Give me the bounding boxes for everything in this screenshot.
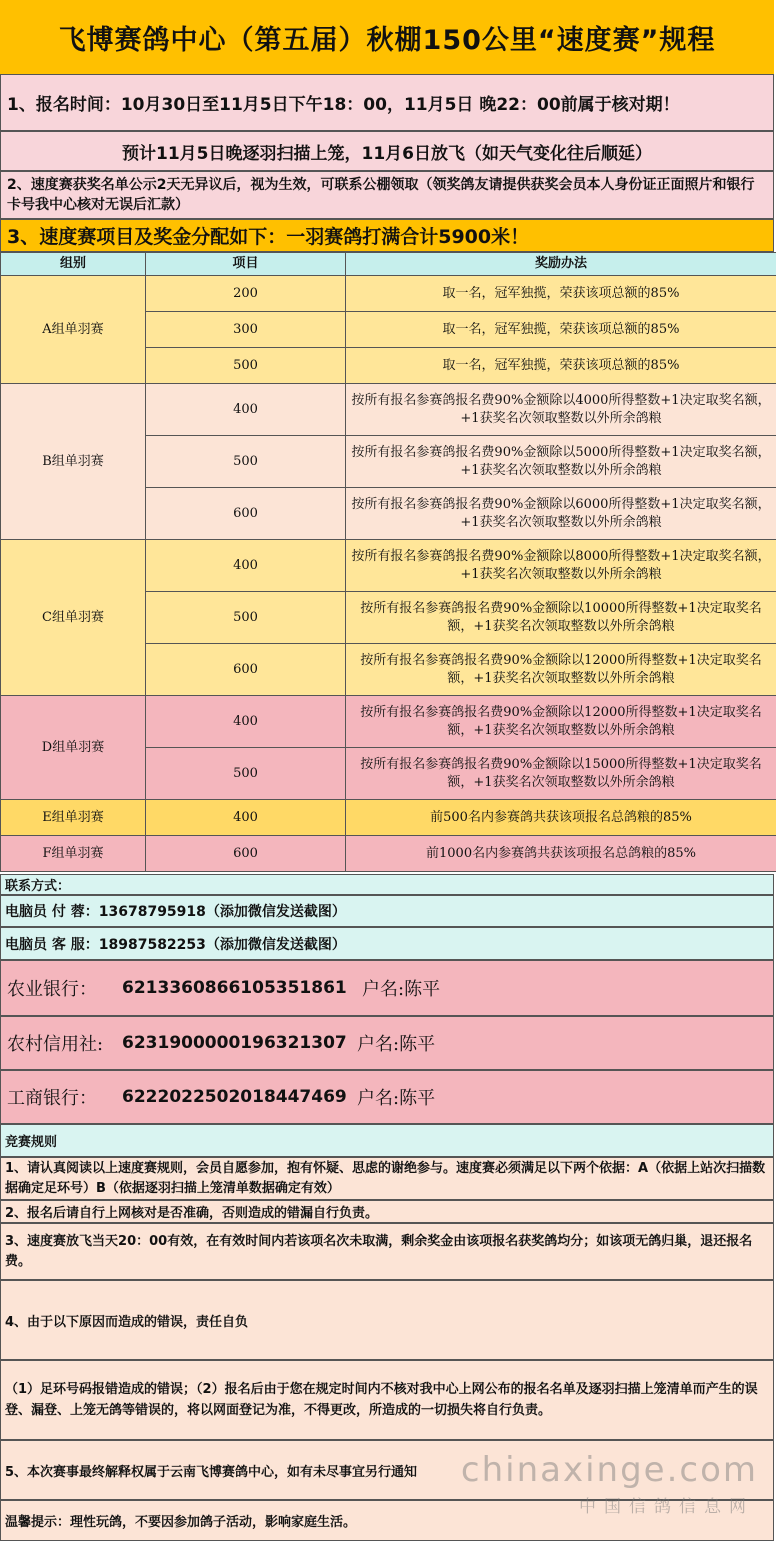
group-c-name: C组单羽赛 bbox=[1, 540, 146, 696]
table-row bbox=[1, 384, 776, 436]
schedule-notice: 预计11月5日晚逐羽扫描上笼，11月6日放飞（如天气变化往后顺延） bbox=[0, 131, 774, 171]
item-cell: 500 bbox=[146, 592, 346, 644]
item-cell: 200 bbox=[146, 276, 346, 312]
item-cell: 400 bbox=[146, 540, 346, 592]
table-row bbox=[1, 800, 776, 836]
group-e-name: E组单羽赛 bbox=[1, 800, 146, 836]
rule-cell: 按所有报名参赛鸽报名费90%金额除以12000所得整数+1决定取奖名额，+1获奖名次领取整数以外所余鸽粮 bbox=[346, 644, 776, 696]
rule-cell: 按所有报名参赛鸽报名费90%金额除以15000所得整数+1决定取奖名额，+1获奖名次领取整数以外所余鸽粮 bbox=[346, 748, 776, 800]
header-rule: 奖励办法 bbox=[346, 253, 776, 276]
rule-4-detail: （1）足环号码报错造成的错误；（2）报名后由于您在规定时间内不核对我中心上网公布的报名名单及逐羽扫描上笼清单而产生的误登、漏登、上笼无鸽等错误的，将以网面登记为准，不得更改，所造成的一切损失将自行负责。 bbox=[0, 1360, 774, 1440]
prize-table bbox=[0, 252, 776, 872]
bank-row bbox=[0, 1016, 774, 1070]
rule-cell: 按所有报名参赛鸽报名费90%金额除以5000所得整数+1决定取奖名额，+1获奖名次领取整数以外所余鸽粮 bbox=[346, 436, 776, 488]
contact-heading: 联系方式： bbox=[0, 874, 774, 895]
bank-account: 6213360866105351861 bbox=[122, 978, 347, 998]
header-item: 项目 bbox=[146, 253, 346, 276]
registration-time: 1、报名时间：10月30日至11月5日下午18：00，11月5日 晚22：00前属于核对期！ bbox=[0, 74, 774, 131]
account-holder: 户名:陈平 bbox=[357, 1088, 436, 1109]
header-group: 组别 bbox=[1, 253, 146, 276]
item-cell: 600 bbox=[146, 644, 346, 696]
rule-cell: 按所有报名参赛鸽报名费90%金额除以4000所得整数+1决定取奖名额，+1获奖名次领取整数以外所余鸽粮 bbox=[346, 384, 776, 436]
bank-row bbox=[0, 1070, 774, 1124]
table-row bbox=[1, 836, 776, 872]
rule-cell: 取一名，冠军独揽，荣获该项总额的85% bbox=[346, 276, 776, 312]
rule-cell: 前1000名内参赛鸽共获该项报名总鸽粮的85% bbox=[346, 836, 776, 872]
bank-account: 6222022502018447469 bbox=[122, 1087, 347, 1107]
rule-3: 3、速度赛放飞当天20：00有效，在有效时间内若该项名次未取满，剩余奖金由该项报名获奖鸽均分；如该项无鸽归巢，退还报名费。 bbox=[0, 1223, 774, 1280]
item-cell: 300 bbox=[146, 312, 346, 348]
item-cell: 500 bbox=[146, 436, 346, 488]
rule-cell: 按所有报名参赛鸽报名费90%金额除以12000所得整数+1决定取奖名额，+1获奖名次领取整数以外所余鸽粮 bbox=[346, 696, 776, 748]
item-cell: 400 bbox=[146, 800, 346, 836]
group-f-name: F组单羽赛 bbox=[1, 836, 146, 872]
item-cell: 400 bbox=[146, 384, 346, 436]
watermark-caption: 中国信鸽信息网 bbox=[579, 1497, 754, 1517]
table-row bbox=[1, 276, 776, 312]
table-header-row bbox=[1, 253, 776, 276]
rule-2: 2、报名后请自行上网核对是否准确，否则造成的错漏自行负责。 bbox=[0, 1200, 774, 1223]
contact-line-1: 电脑员 付 蓉：13678795918（添加微信发送截图） bbox=[0, 895, 774, 927]
account-holder: 户名:陈平 bbox=[362, 979, 441, 1000]
rule-cell: 按所有报名参赛鸽报名费90%金额除以6000所得整数+1决定取奖名额，+1获奖名次领取整数以外所余鸽粮 bbox=[346, 488, 776, 540]
item-cell: 500 bbox=[146, 748, 346, 800]
group-b-name: B组单羽赛 bbox=[1, 384, 146, 540]
item-cell: 600 bbox=[146, 836, 346, 872]
rule-cell: 前500名内参赛鸽共获该项报名总鸽粮的85% bbox=[346, 800, 776, 836]
table-row bbox=[1, 696, 776, 748]
award-notice: 2、速度赛获奖名单公示2天无异议后，视为生效，可联系公棚领取（领奖鸽友请提供获奖会员本人身份证正面照片和银行卡号我中心核对无误后汇款） bbox=[0, 171, 774, 219]
watermark-logo: chinaxinge.com bbox=[460, 1450, 758, 1490]
rule-1: 1、请认真阅读以上速度赛规则，会员自愿参加，抱有怀疑、思虑的谢绝参与。速度赛必须满足以下两个依据：A（依据上站次扫描数据确定足环号）B（依据逐羽扫描上笼清单数据确定有效） bbox=[0, 1157, 774, 1200]
rule-cell: 按所有报名参赛鸽报名费90%金额除以10000所得整数+1决定取奖名额，+1获奖名次领取整数以外所余鸽粮 bbox=[346, 592, 776, 644]
item-cell: 500 bbox=[146, 348, 346, 384]
rule-4: 4、由于以下原因而造成的错误，责任自负 bbox=[0, 1280, 774, 1360]
group-a-name: A组单羽赛 bbox=[1, 276, 146, 384]
account-holder: 户名:陈平 bbox=[357, 1034, 436, 1055]
rule-cell: 取一名，冠军独揽，荣获该项总额的85% bbox=[346, 348, 776, 384]
bank-name: 农村信用社: bbox=[7, 1034, 104, 1055]
page-title: 飞博赛鸽中心（第五届）秋棚150公里“速度赛”规程 bbox=[0, 0, 774, 74]
rule-5: 5、本次赛事最终解释权属于云南飞博赛鸽中心，如有未尽事宜另行通知 bbox=[0, 1440, 774, 1500]
rule-cell: 按所有报名参赛鸽报名费90%金额除以8000所得整数+1决定取奖名额，+1获奖名次领取整数以外所余鸽粮 bbox=[346, 540, 776, 592]
group-d-name: D组单羽赛 bbox=[1, 696, 146, 800]
bank-account: 6231900000196321307 bbox=[122, 1033, 347, 1053]
bank-name: 工商银行： bbox=[7, 1088, 97, 1109]
item-cell: 600 bbox=[146, 488, 346, 540]
rules-heading: 竞赛规则 bbox=[0, 1124, 774, 1157]
friendly-tip: 温馨提示：理性玩鸽，不要因参加鸽子活动，影响家庭生活。 bbox=[0, 1500, 774, 1541]
bank-row bbox=[0, 960, 774, 1016]
section-prize-heading: 3、速度赛项目及奖金分配如下：一羽赛鸽打满合计5900米！ bbox=[0, 219, 774, 252]
bank-name: 农业银行： bbox=[7, 979, 97, 1000]
item-cell: 400 bbox=[146, 696, 346, 748]
contact-line-2: 电脑员 客 服：18987582253（添加微信发送截图） bbox=[0, 927, 774, 960]
rule-cell: 取一名，冠军独揽，荣获该项总额的85% bbox=[346, 312, 776, 348]
table-row bbox=[1, 540, 776, 592]
